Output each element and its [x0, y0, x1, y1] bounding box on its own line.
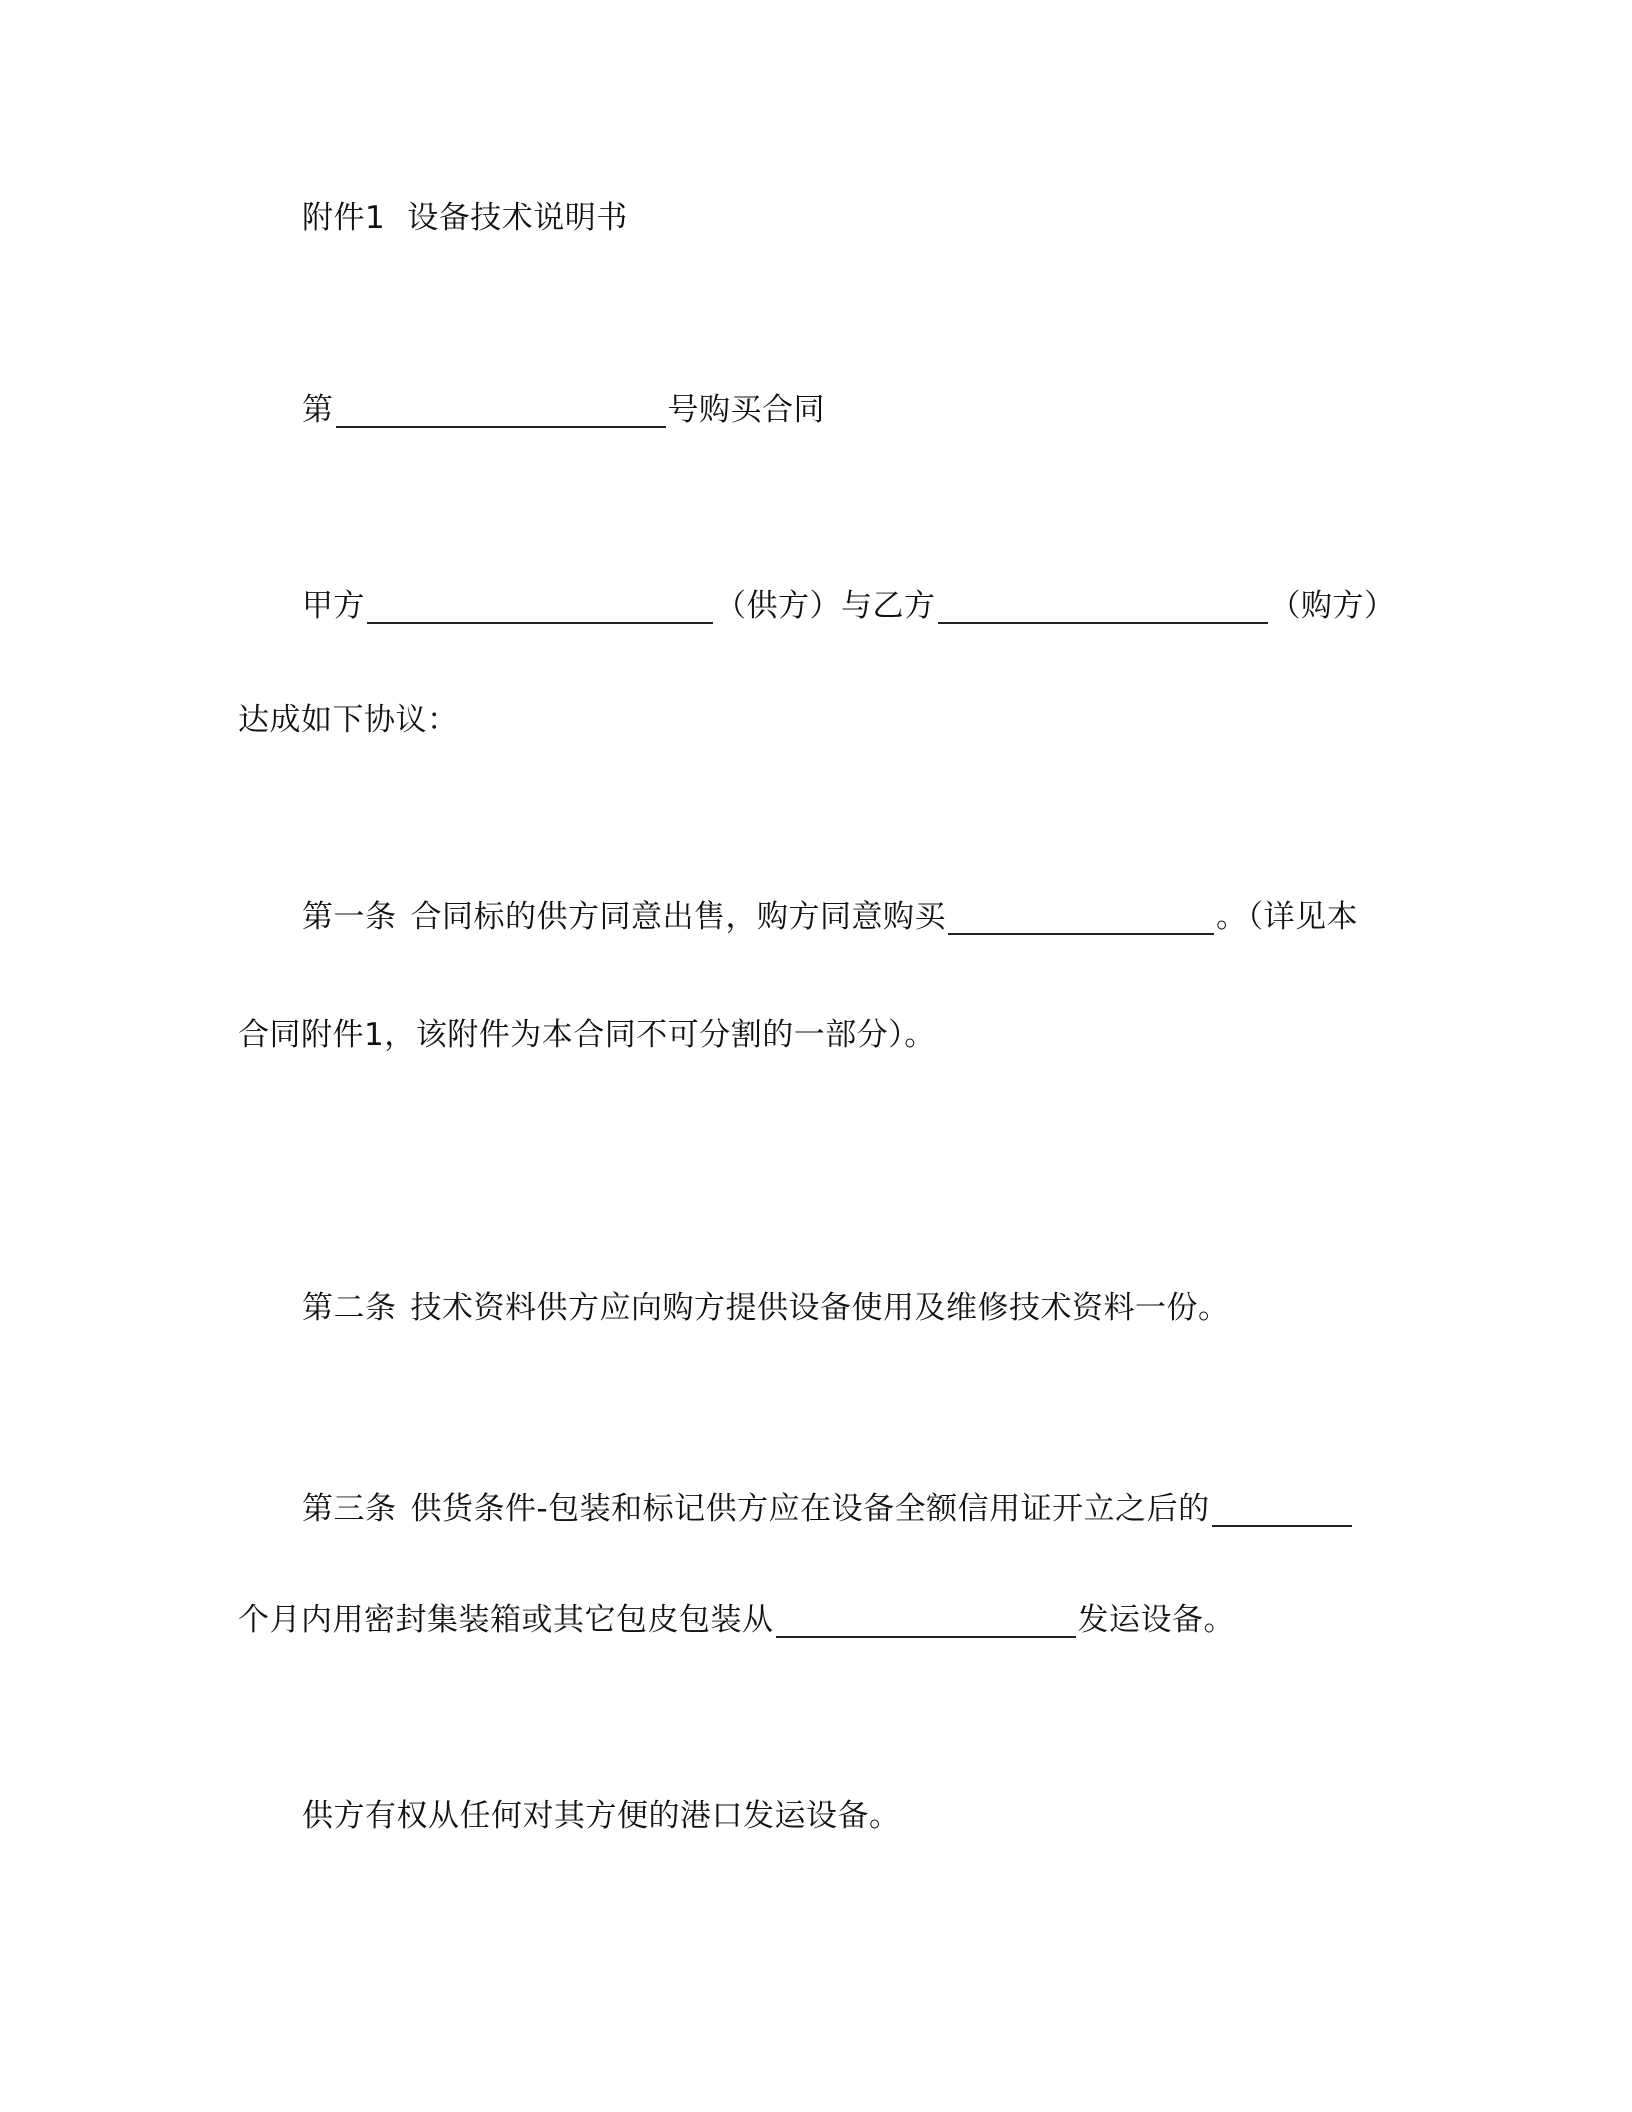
party-a-label: 甲方 [302, 588, 365, 624]
port-line: 供方有权从任何对其方便的港口发运设备。 [302, 1798, 901, 1834]
article-1-tail: 。（详见本 [1216, 899, 1358, 935]
shipping-origin-blank[interactable] [776, 1606, 1076, 1638]
parties-line [302, 584, 1396, 628]
agreement-line: 达成如下协议： [238, 702, 459, 738]
article-2-line [302, 1286, 1230, 1330]
article-3-number: 第三条 [302, 1491, 397, 1527]
contract-number-line [302, 388, 825, 432]
attachment-label: 附件1 [302, 200, 386, 236]
article-3-line [302, 1487, 1354, 1531]
purchase-item-blank[interactable] [948, 903, 1214, 935]
article-2-text: 技术资料供方应向购方提供设备使用及维修技术资料一份。 [410, 1290, 1230, 1326]
article-1-line [302, 895, 1358, 939]
article-3-continuation-tail: 发运设备。 [1077, 1602, 1235, 1638]
contract-suffix: 号购买合同 [667, 392, 825, 428]
supplier-label: （供方）与乙方 [715, 588, 936, 624]
article-2-number: 第二条 [302, 1290, 397, 1326]
article-1-number: 第一条 [302, 899, 397, 935]
article-3-continuation-text: 个月内用密封集装箱或其它包皮包装从 [238, 1602, 774, 1638]
attachment-title: 设备技术说明书 [407, 200, 628, 236]
buyer-label: （购方） [1269, 588, 1396, 624]
party-a-blank[interactable] [367, 592, 713, 624]
article-3-text: 供货条件-包装和标记供方应在设备全额信用证开立之后的 [410, 1491, 1210, 1527]
attachment-heading [302, 196, 628, 240]
article-3-continuation [238, 1598, 1235, 1642]
contract-number-blank[interactable] [336, 396, 666, 428]
months-blank[interactable] [1212, 1495, 1352, 1527]
party-b-blank[interactable] [938, 592, 1268, 624]
article-1-continuation: 合同附件1，该附件为本合同不可分割的一部分）。 [238, 1017, 936, 1053]
contract-prefix: 第 [302, 392, 334, 428]
article-1-text: 合同标的供方同意出售，购方同意购买 [410, 899, 946, 935]
